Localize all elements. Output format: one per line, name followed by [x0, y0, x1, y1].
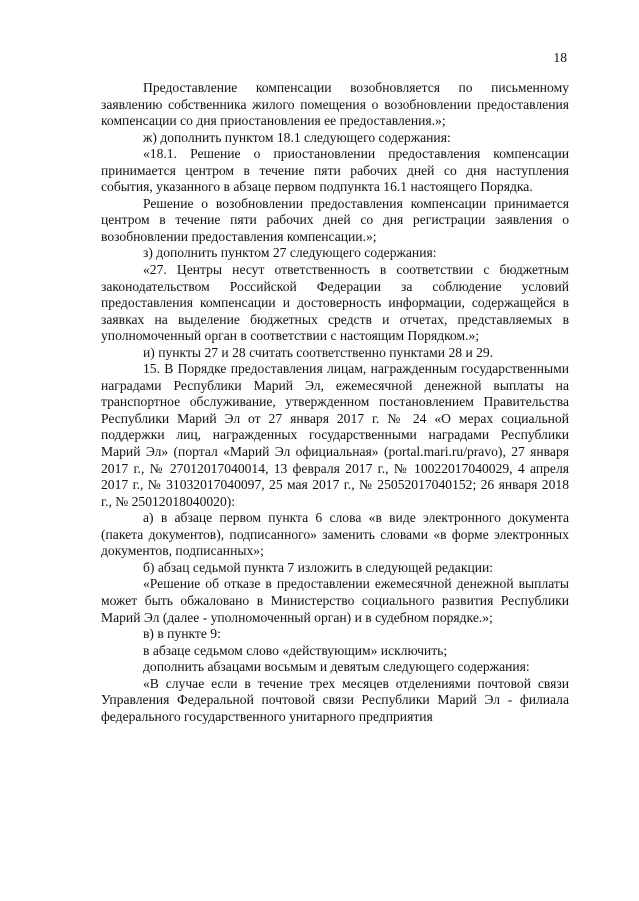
page-number: 18 [553, 50, 567, 65]
paragraph-compensation-resumption: Предоставление компенсации возобновляется по письменному заявлению собственника жилого помещения о возобновлении предоставления компенсации со дня приостановления ее предоставления.»; [101, 80, 569, 129]
paragraph-item-a: а) в абзаце первом пункта 6 слова «в виде электронного документа (пакета документов), подписанного» заменить словами «в форме электронных документов, подписанных»; [101, 510, 569, 559]
paragraph-item-v: в) в пункте 9: [143, 626, 221, 642]
paragraph-refusal-appeal: «Решение об отказе в предоставлении ежемесячной денежной выплаты может быть обжаловано в Министерство социального развития Республики Марий Эл (далее - уполномоченный орган) и в судебном порядке.»; [101, 576, 569, 625]
paragraph-section-15: 15. В Порядке предоставления лицам, награжденным государственными наградами Республики Марий Эл, ежемесячной денежной выплаты на транспортное обслуживание, утвержденном постановлением Правительства Республики Марий Эл от 27 января 2017 г. № 24 «О мерах социальной поддержки лиц, награжденных государственными наградами Республики Марий Эл» (портал «Марий Эл официальная» (portal.mari.ru/pravo), 27 января 2017 г., № 27012017040014, 13 февраля 2017 г., № 10022017040029, 4 апреля 2017 г., № 31032017040097, 25 мая 2017 г., № 25052017040152; 26 января 2018 г., № 25012018040020): [101, 361, 569, 509]
paragraph-item-i: и) пункты 27 и 28 считать соответственно пунктами 28 и 29. [143, 344, 494, 360]
paragraph-clause-18-1: «18.1. Решение о приостановлении предоставления компенсации принимается центром в течение пяти рабочих дней со дня наступления события, указанного в абзаце первом подпункта 16.1 настоящего Порядка. [101, 146, 569, 195]
paragraph-postal-case: «В случае если в течение трех месяцев отделениями почтовой связи Управления Федеральной почтовой связи Республики Марий Эл - филиала федерального государственного унитарного предприятия [101, 675, 569, 724]
paragraph-seventh-abzac: в абзаце седьмом слово «действующим» исключить; [143, 642, 448, 658]
document-body [101, 80, 569, 725]
paragraph-clause-27: «27. Центры несут ответственность в соответствии с бюджетным законодательством Российской Федерации за соблюдение условий предоставления компенсации и достоверность информации, содержащейся в заявках на выделение бюджетных средств и отчетах, представляемых в уполномоченный орган в соответствии с настоящим Порядком.»; [101, 262, 569, 344]
paragraph-item-zh: ж) дополнить пунктом 18.1 следующего содержания: [143, 129, 451, 145]
paragraph-resumption-decision: Решение о возобновлении предоставления компенсации принимается центром в течение пяти рабочих дней со дня регистрации заявления о возобновлении предоставления компенсации.»; [101, 195, 569, 244]
paragraph-add-abzacs: дополнить абзацами восьмым и девятым следующего содержания: [143, 659, 530, 675]
paragraph-item-b: б) абзац седьмой пункта 7 изложить в следующей редакции: [143, 559, 494, 575]
paragraph-item-z: з) дополнить пунктом 27 следующего содержания: [143, 245, 437, 261]
